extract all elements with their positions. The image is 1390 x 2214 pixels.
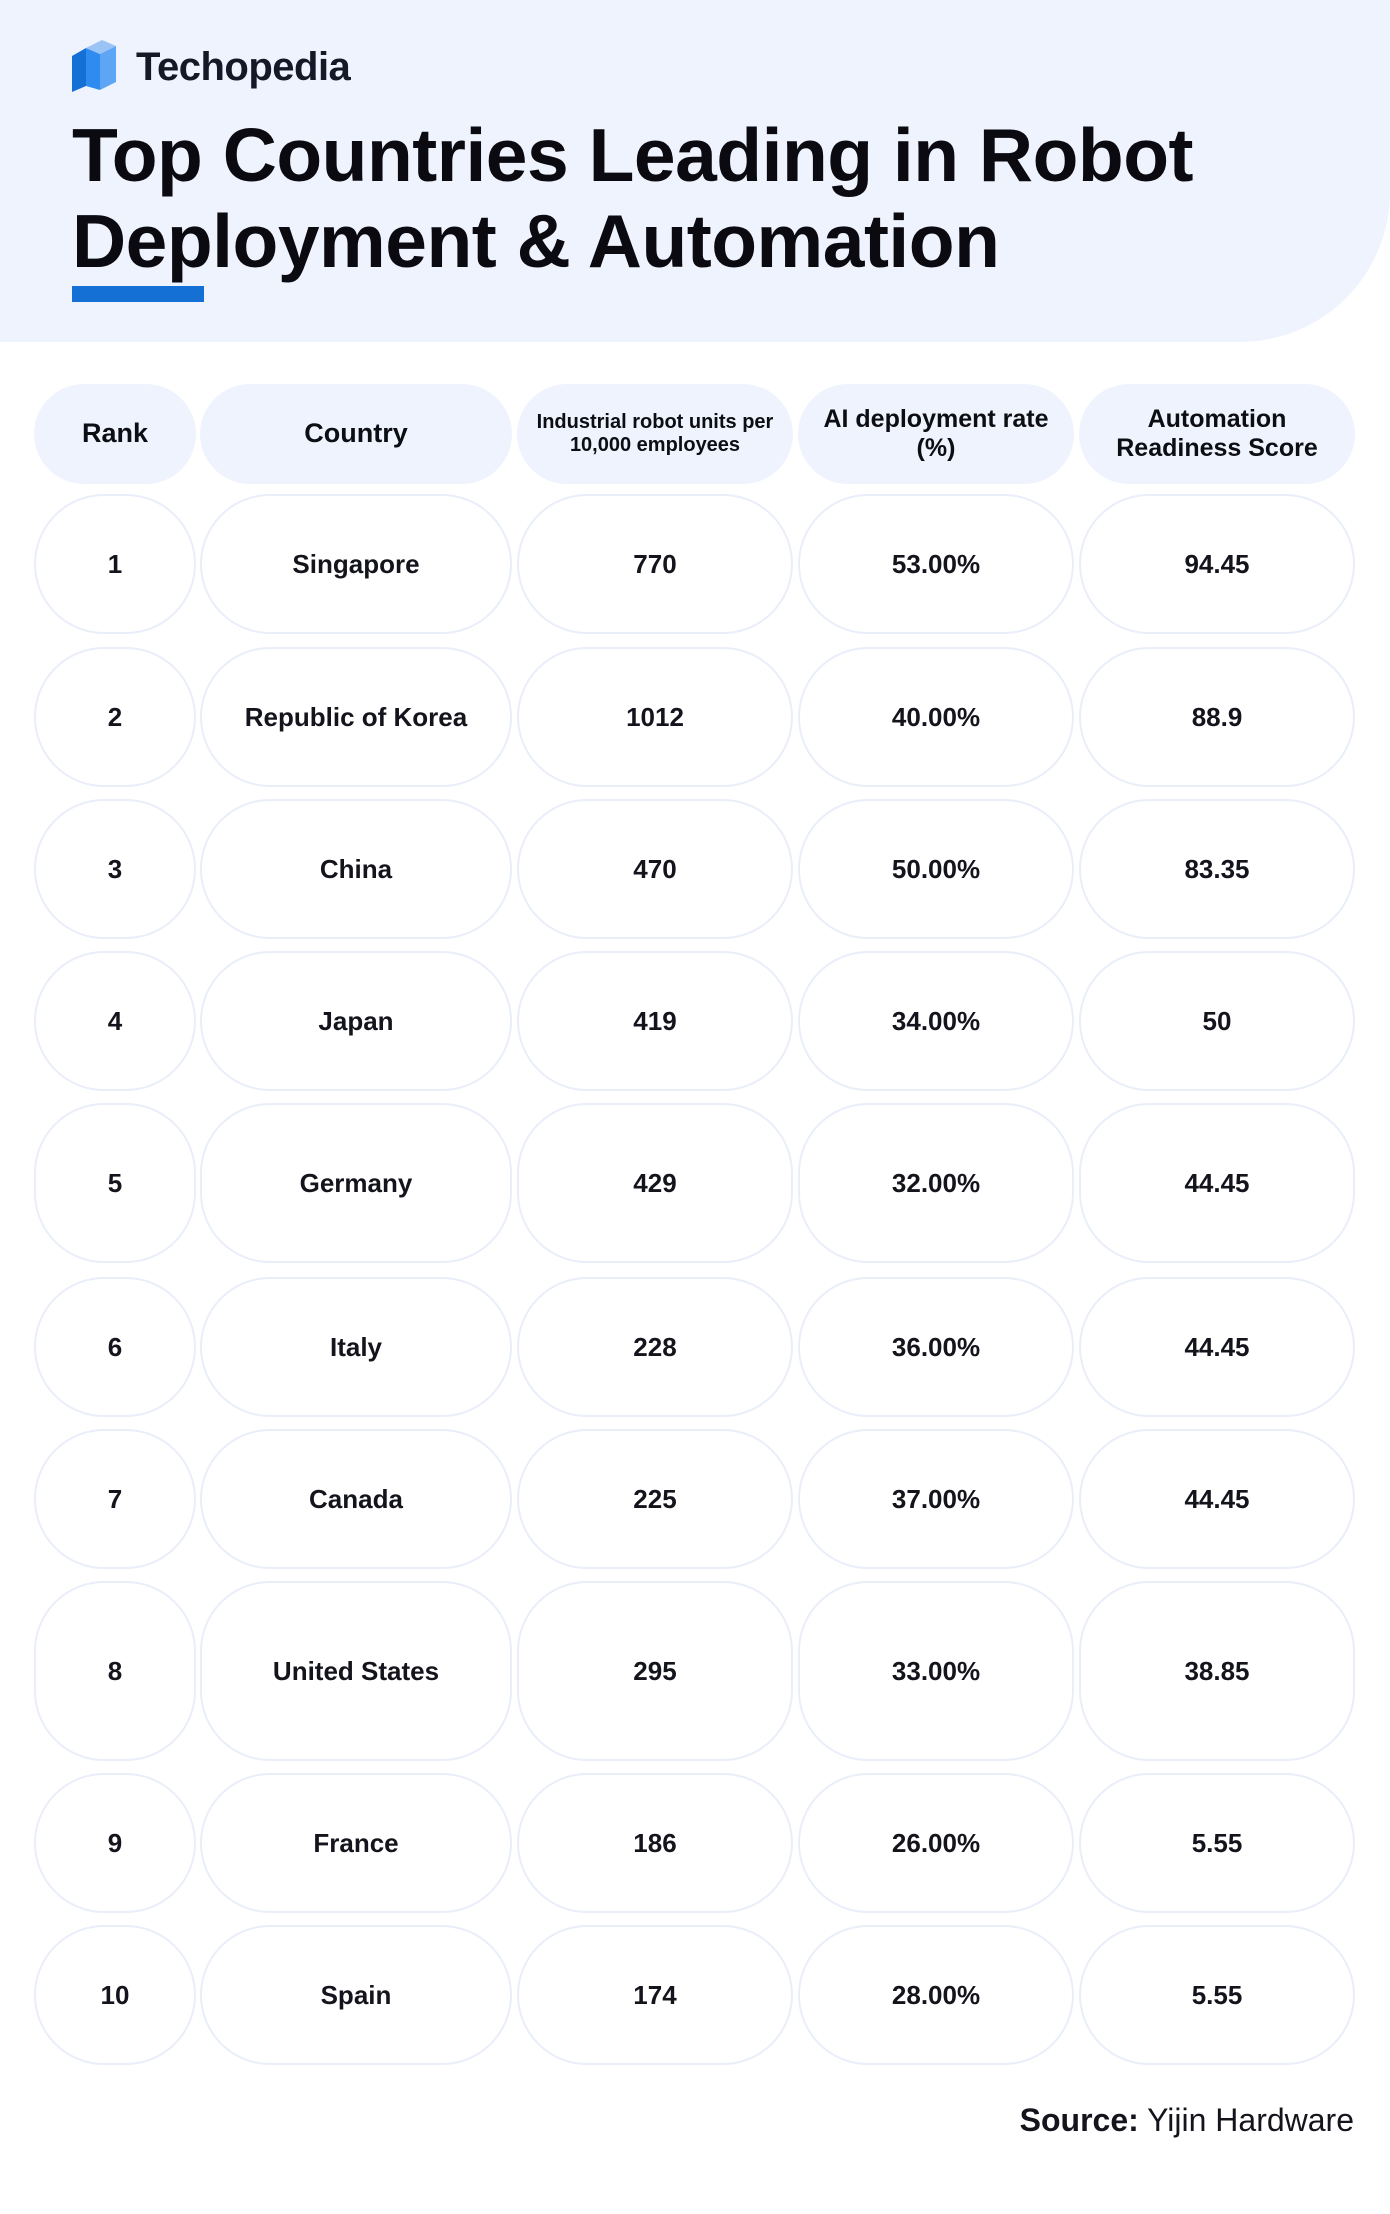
cell-country: Republic of Korea <box>200 647 512 787</box>
cell-ai-deployment-rate: 53.00% <box>798 494 1074 634</box>
cell-rank: 1 <box>34 494 196 634</box>
cell-ai-deployment-rate: 33.00% <box>798 1581 1074 1761</box>
cell-ai-deployment-rate: 26.00% <box>798 1773 1074 1913</box>
cell-robot-units: 225 <box>517 1429 793 1569</box>
brand-name: Techopedia <box>136 44 351 89</box>
column-header-rank: Rank <box>34 384 196 484</box>
cell-rank: 6 <box>34 1277 196 1417</box>
column-header-country: Country <box>200 384 512 484</box>
cell-rank: 5 <box>34 1103 196 1263</box>
brand-logo <box>72 40 350 94</box>
cell-robot-units: 470 <box>517 799 793 939</box>
cell-country: Singapore <box>200 494 512 634</box>
column-header-ai-deployment-rate: AI deployment rate (%) <box>798 384 1074 484</box>
cell-robot-units: 186 <box>517 1773 793 1913</box>
cell-robot-units: 228 <box>517 1277 793 1417</box>
page-title <box>72 112 1193 284</box>
cell-ai-deployment-rate: 34.00% <box>798 951 1074 1091</box>
cell-ai-deployment-rate: 32.00% <box>798 1103 1074 1263</box>
cell-ai-deployment-rate: 37.00% <box>798 1429 1074 1569</box>
cell-country: Japan <box>200 951 512 1091</box>
source-credit <box>1020 2102 1354 2139</box>
cell-rank: 7 <box>34 1429 196 1569</box>
cell-ai-deployment-rate: 50.00% <box>798 799 1074 939</box>
cell-rank: 9 <box>34 1773 196 1913</box>
cell-ai-deployment-rate: 40.00% <box>798 647 1074 787</box>
cell-country: United States <box>200 1581 512 1761</box>
cell-country: Spain <box>200 1925 512 2065</box>
title-underline <box>72 286 204 302</box>
source-label: Source: <box>1019 2102 1139 2138</box>
cell-readiness-score: 5.55 <box>1079 1773 1355 1913</box>
cell-rank: 4 <box>34 951 196 1091</box>
cell-ai-deployment-rate: 28.00% <box>798 1925 1074 2065</box>
cell-robot-units: 295 <box>517 1581 793 1761</box>
cell-readiness-score: 44.45 <box>1079 1103 1355 1263</box>
cell-robot-units: 1012 <box>517 647 793 787</box>
cell-country: Germany <box>200 1103 512 1263</box>
column-header-robot-units: Industrial robot units per 10,000 employees <box>517 384 793 484</box>
cell-country: Italy <box>200 1277 512 1417</box>
cell-rank: 10 <box>34 1925 196 2065</box>
cell-country: Canada <box>200 1429 512 1569</box>
column-header-readiness-score: Automation Readiness Score <box>1079 384 1355 484</box>
cell-rank: 3 <box>34 799 196 939</box>
title-line-2: Deployment & Automation <box>72 199 1000 283</box>
cell-country: China <box>200 799 512 939</box>
cell-robot-units: 419 <box>517 951 793 1091</box>
source-name: Yijin Hardware <box>1147 2102 1354 2138</box>
techopedia-cubes-icon <box>72 40 124 94</box>
cell-readiness-score: 94.45 <box>1079 494 1355 634</box>
cell-readiness-score: 44.45 <box>1079 1429 1355 1569</box>
cell-robot-units: 429 <box>517 1103 793 1263</box>
cell-readiness-score: 83.35 <box>1079 799 1355 939</box>
title-line-1: Top Countries Leading in Robot <box>72 113 1193 197</box>
cell-country: France <box>200 1773 512 1913</box>
cell-readiness-score: 88.9 <box>1079 647 1355 787</box>
cell-readiness-score: 38.85 <box>1079 1581 1355 1761</box>
cell-rank: 8 <box>34 1581 196 1761</box>
cell-robot-units: 174 <box>517 1925 793 2065</box>
cell-readiness-score: 44.45 <box>1079 1277 1355 1417</box>
cell-robot-units: 770 <box>517 494 793 634</box>
cell-readiness-score: 50 <box>1079 951 1355 1091</box>
cell-ai-deployment-rate: 36.00% <box>798 1277 1074 1417</box>
cell-rank: 2 <box>34 647 196 787</box>
cell-readiness-score: 5.55 <box>1079 1925 1355 2065</box>
